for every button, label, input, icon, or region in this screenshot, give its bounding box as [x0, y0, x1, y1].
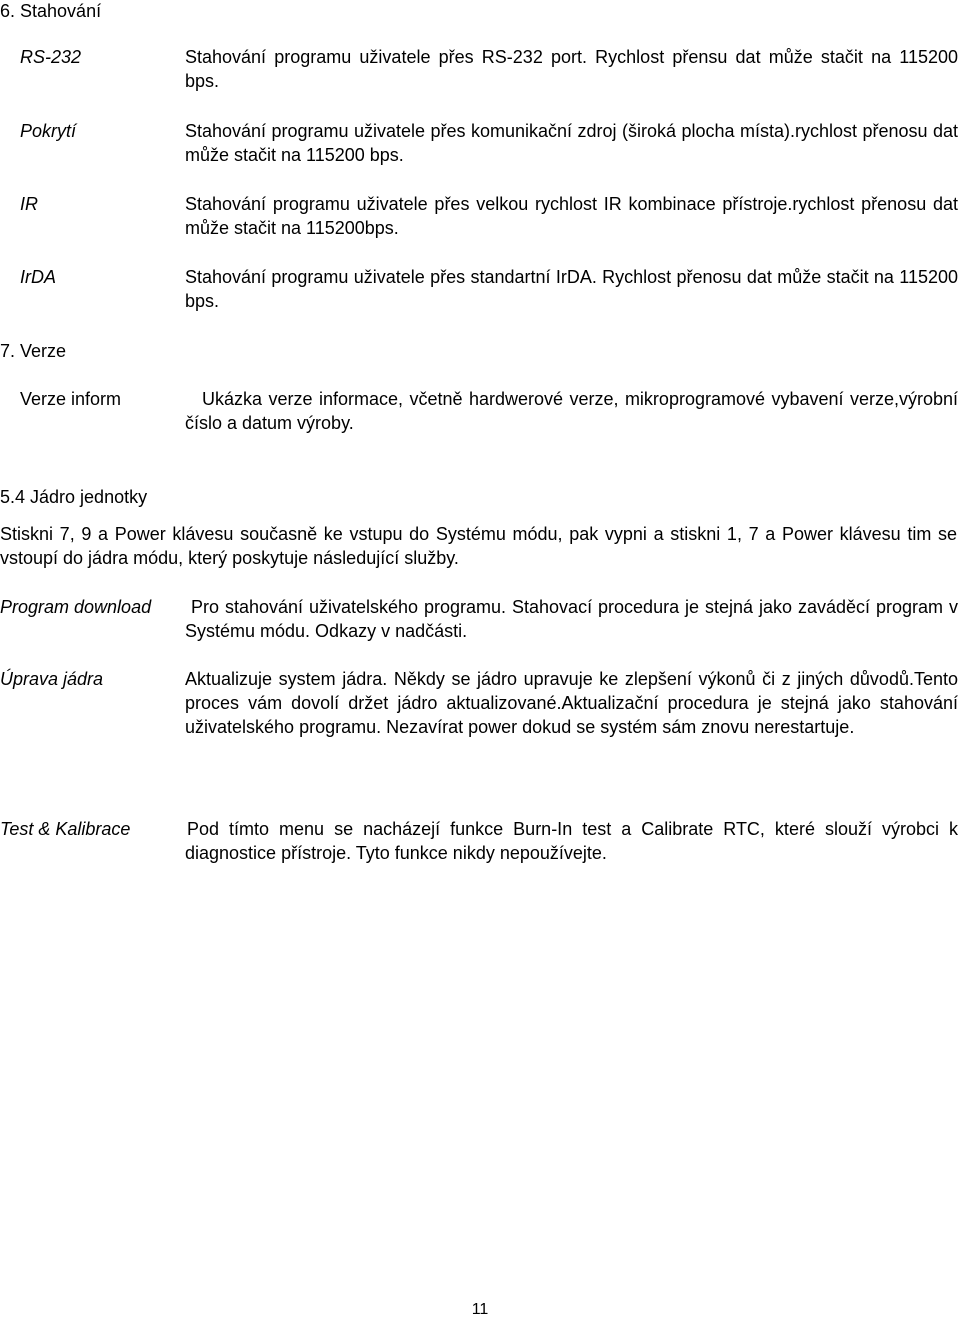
- irda-label: IrDA: [20, 267, 56, 287]
- verze-inform-label: Verze inform: [20, 389, 122, 409]
- uprava-jadra-label: Úprava jádra: [0, 669, 104, 689]
- program-download-label: Program download: [0, 597, 152, 617]
- irda-description: Stahování programu uživatele přes standartní IrDA. Rychlost přenosu dat může stačit na 115200 bps.: [185, 267, 958, 311]
- section-6-heading: 6. Stahování: [0, 1, 102, 21]
- test-kalibrace-description: Pod tímto menu se nacházejí funkce Burn-In test a Calibrate RTC, které slouží výrobci k diagnostice přístroje. Tyto funkce nikdy nepoužívejte.: [185, 819, 958, 863]
- verze-inform-description: Ukázka verze informace, včetně hardwerové verze, mikroprogramové vybavení verze,výrobní číslo a datum výroby.: [185, 389, 958, 433]
- pokryti-description: Stahování programu uživatele přes komunikační zdroj (široká plocha místa).rychlost přenosu dat může stačit na 115200 bps.: [185, 121, 958, 165]
- page-number: 11: [471, 1301, 489, 1318]
- test-kalibrace-label: Test & Kalibrace: [0, 819, 131, 839]
- jadro-intro-paragraph: Stiskni 7, 9 a Power klávesu současně ke vstupu do Systému módu, pak vypni a stiskni 1, 7 a Power klávesu tim se vstoupí do jádra módu, který poskytuje následující služby.: [0, 524, 957, 568]
- rs232-label: RS-232: [20, 47, 82, 67]
- program-download-description: Pro stahování uživatelského programu. Stahovací procedura je stejná jako zaváděcí program v Systému módu. Odkazy v nadčásti.: [185, 597, 958, 641]
- uprava-jadra-description: Aktualizuje system jádra. Někdy se jádro upravuje ke zlepšení výkonů či z jiných důvodů.Tento proces vám dovolí držet jádro aktualizované.Aktualizační procedura je stejná jako stahování uživatelského programu. Nezavírat power dokud se systém sám znovu nerestartuje.: [185, 669, 958, 737]
- ir-label: IR: [20, 194, 38, 214]
- section-7-heading: 7. Verze: [0, 341, 67, 361]
- rs232-description: Stahování programu uživatele přes RS-232 port. Rychlost přensu dat může stačit na 115200 bps.: [185, 47, 958, 91]
- pokryti-label: Pokrytí: [20, 121, 77, 141]
- ir-description: Stahování programu uživatele přes velkou rychlost IR kombinace přístroje.rychlost přenosu dat může stačit na 115200bps.: [185, 194, 958, 238]
- section-5-4-heading: 5.4 Jádro jednotky: [0, 487, 148, 507]
